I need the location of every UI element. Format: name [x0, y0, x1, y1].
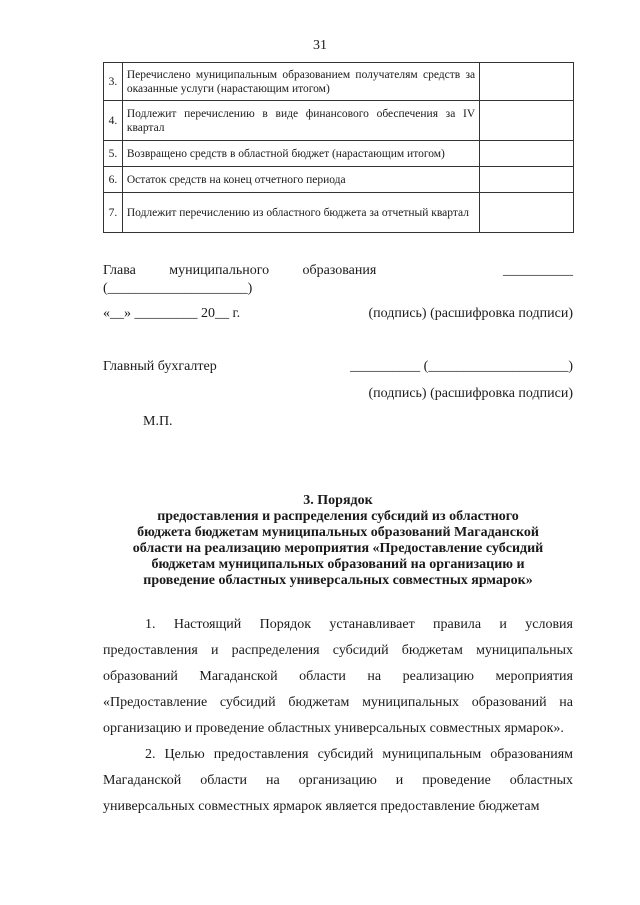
head-name-blank: (____________________) [103, 281, 253, 296]
table-row [104, 63, 574, 101]
row-value [480, 167, 574, 193]
report-table [103, 62, 574, 233]
table-row [104, 101, 574, 141]
title-line: предоставления и распределения субсидий из областного [157, 509, 519, 524]
row-description: Возвращено средств в областной бюджет (нарастающим итогом) [122, 141, 479, 167]
title-line: бюджета бюджетам муниципальных образований Магаданской [137, 525, 539, 540]
section-title [100, 493, 576, 589]
paragraph: 2. Целью предоставления субсидий муниципальным образованиям Магаданской области на организацию и проведение областных универсальных совместных ярмарок является предоставление бюджетам [103, 747, 573, 814]
accountant-signature-blank: __________ (____________________) [350, 359, 573, 374]
title-line: бюджетам муниципальных образований на организацию и [151, 557, 525, 572]
table-row [104, 141, 574, 167]
head-signature-blank: __________ [502, 263, 573, 278]
stamp-place: М.П. [143, 414, 173, 429]
title-line: области на реализацию мероприятия «Предоставление субсидий [132, 541, 544, 556]
row-value [480, 101, 574, 141]
head-word-1: Глава [103, 263, 136, 278]
head-word-2: муниципального [169, 263, 270, 278]
head-signature-line [103, 263, 573, 279]
row-value [480, 63, 574, 101]
row-number: 3. [104, 63, 123, 101]
head-word-3: образования [302, 263, 377, 278]
row-number: 5. [104, 141, 123, 167]
row-number: 6. [104, 167, 123, 193]
row-number: 4. [104, 101, 123, 141]
accountant-label: Главный бухгалтер [103, 359, 217, 374]
row-number: 7. [104, 193, 123, 233]
table-row [104, 167, 574, 193]
table-row [104, 193, 574, 233]
row-description: Перечислено муниципальным образованием получателям средств за оказанные услуги (нарастающим итогом) [122, 63, 479, 101]
signature-caption: (подпись) (расшифровка подписи) [368, 306, 573, 321]
page-number: 31 [313, 38, 327, 53]
row-description: Подлежит перечислению из областного бюджета за отчетный квартал [122, 193, 479, 233]
title-line: 3. Порядок [303, 493, 373, 508]
title-line: проведение областных универсальных совместных ярмарок» [143, 573, 533, 588]
date-line: «__» _________ 20__ г. [103, 306, 241, 321]
row-value [480, 141, 574, 167]
signature-caption: (подпись) (расшифровка подписи) [368, 386, 573, 401]
row-value [480, 193, 574, 233]
paragraph: 1. Настоящий Порядок устанавливает правила и условия предоставления и распределения субсидий бюджетам муниципальных образований Магаданской области на реализацию мероприятия «Предоставление субсидий бюджетам муниципальных образований на организацию и проведение областных универсальных совместных ярмарок». [103, 617, 573, 736]
row-description: Остаток средств на конец отчетного периода [122, 167, 479, 193]
row-description: Подлежит перечислению в виде финансового обеспечения за IV квартал [122, 101, 479, 141]
body-text [103, 612, 573, 820]
